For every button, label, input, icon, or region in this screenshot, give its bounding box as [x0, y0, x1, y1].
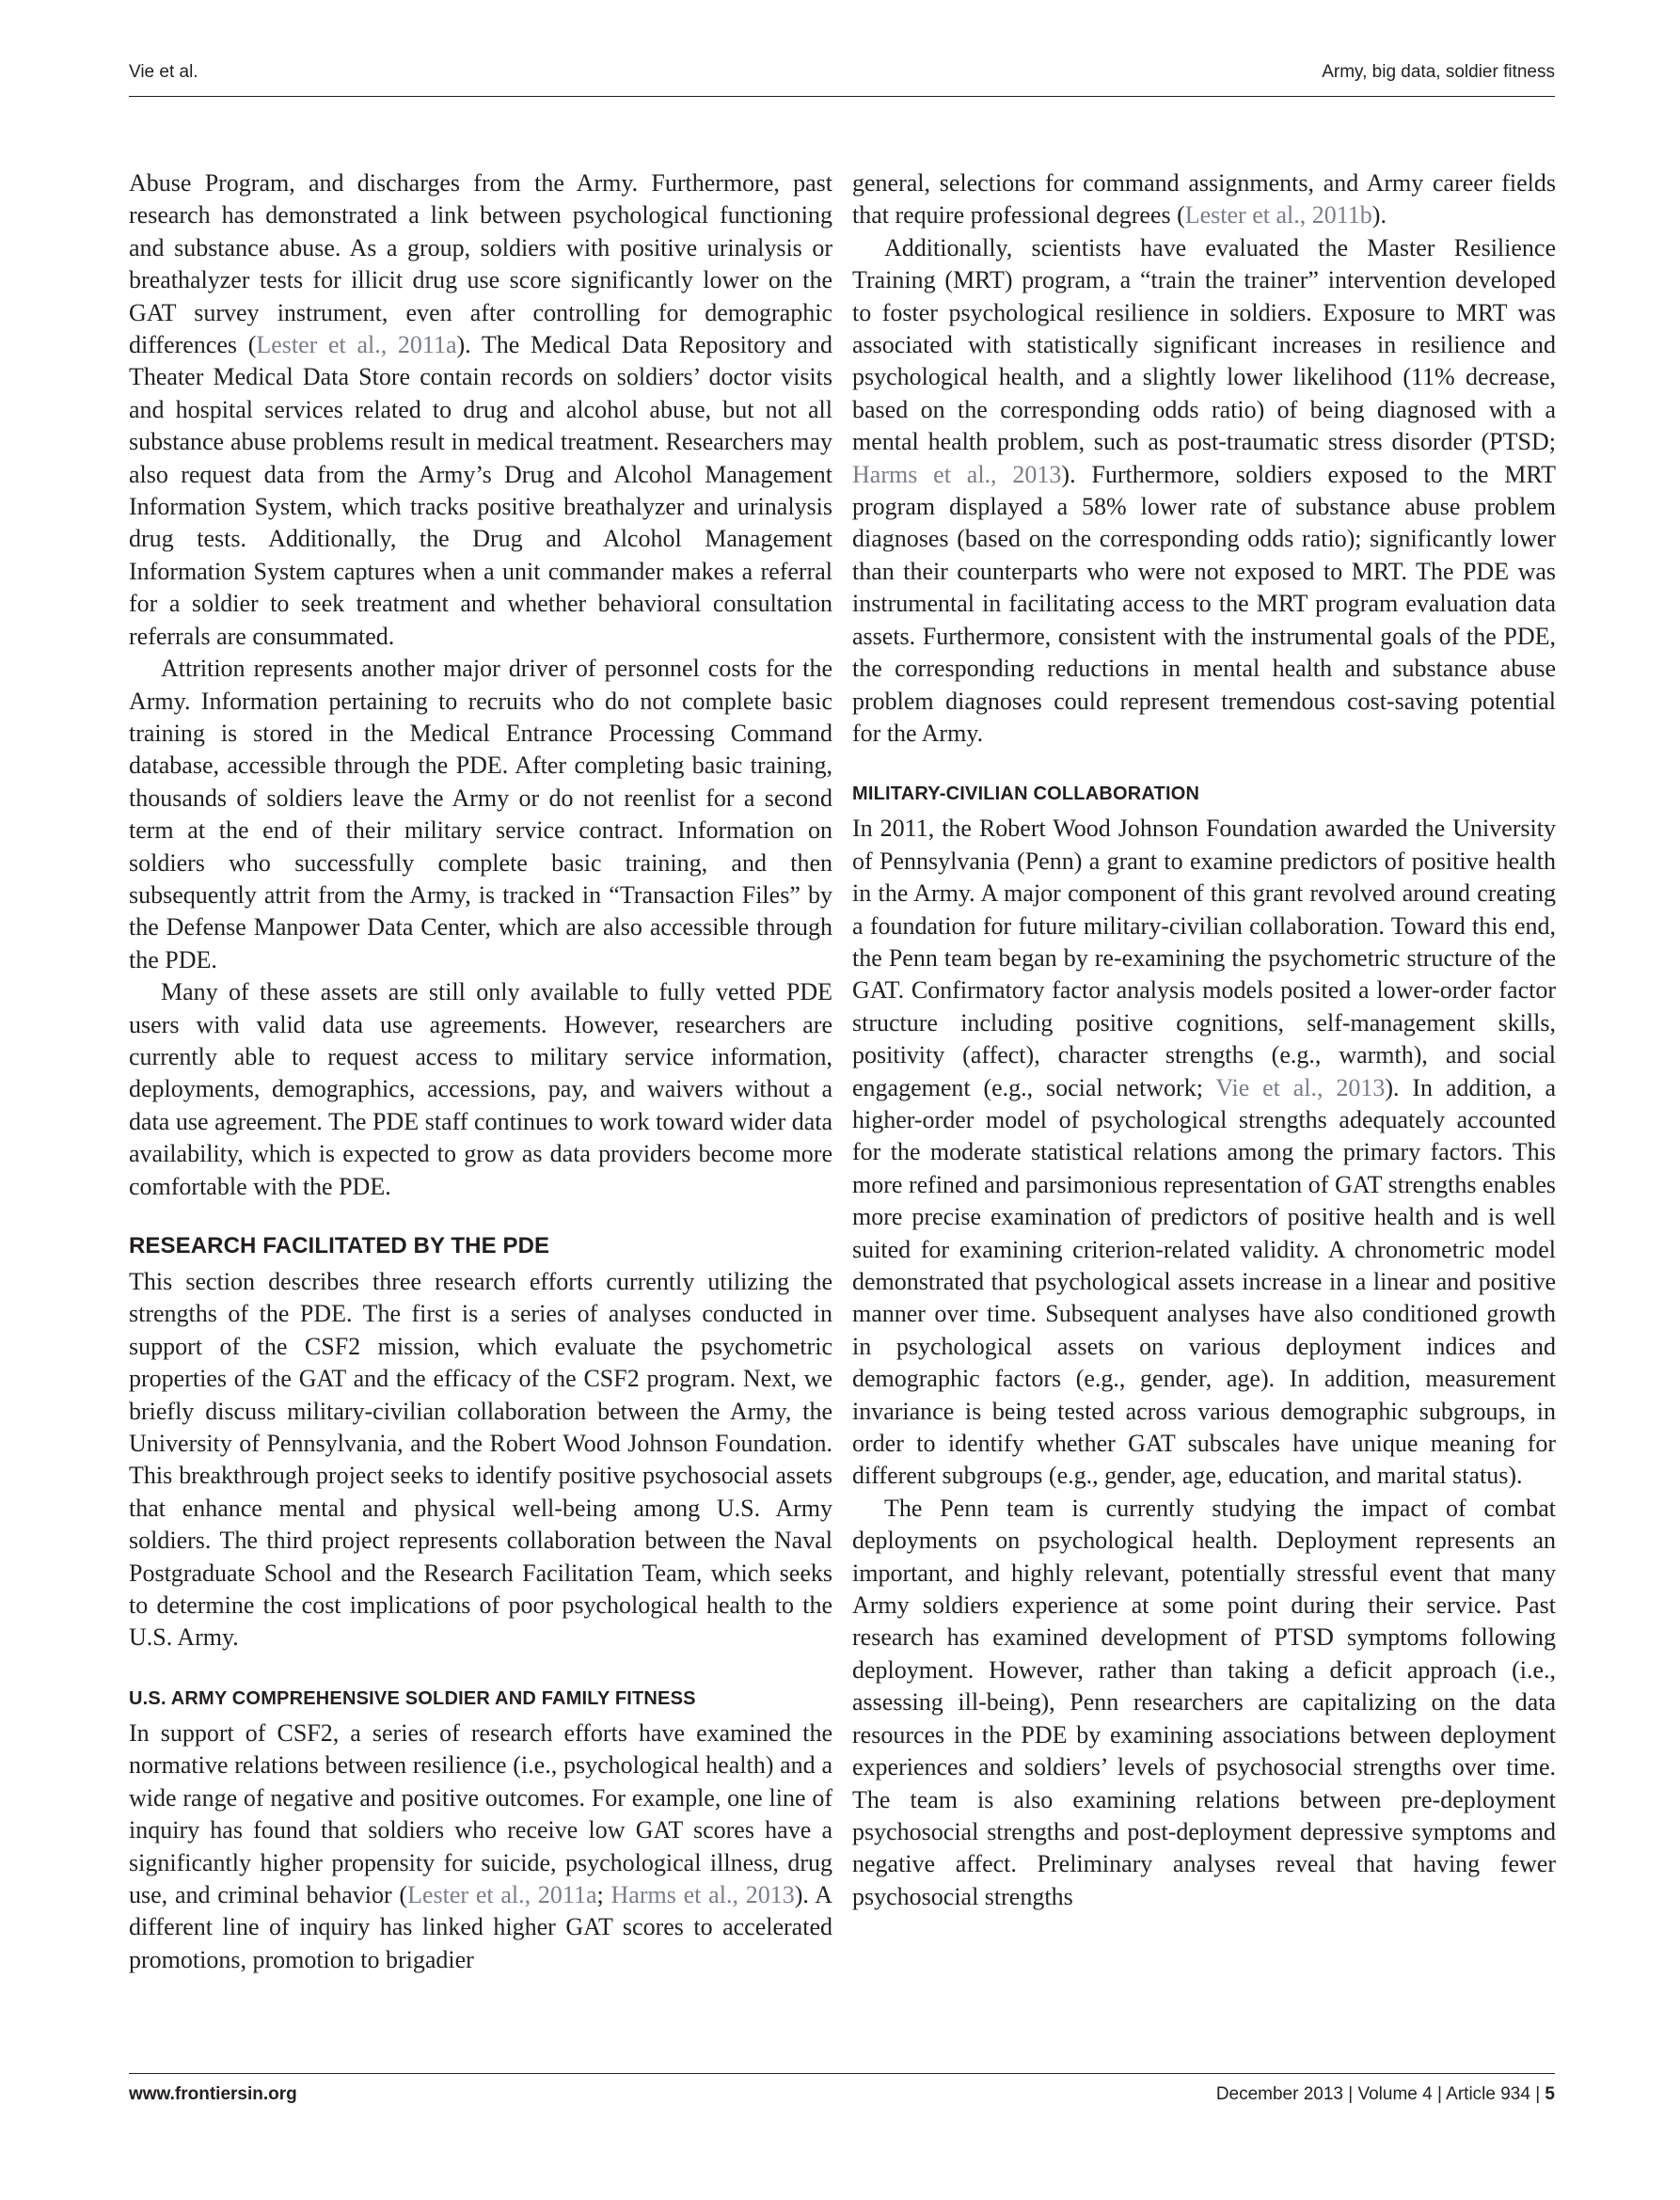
page-footer: [129, 2073, 1555, 2112]
left-column: [129, 167, 832, 1976]
paragraph: The Penn team is currently studying the impact of combat deployments on psychological health. Deployment represents an important, and highly relevant, potentially stressful event that many Army soldiers experience at some point during their service. Past research has examined development of PTSD symptoms following deployment. However, rather than taking a deficit approach (i.e., assessing ill-being), Penn researchers are capitalizing on the data resources in the PDE by examining associations between deployment experiences and soldiers’ levels of psychosocial strengths over time. The team is also examining relations between pre-deployment psychosocial strengths and post-deployment depressive symptoms and negative affect. Preliminary analyses reveal that having fewer psychosocial strengths: [852, 1494, 1556, 1910]
paragraph: Attrition represents another major driver of personnel costs for the Army. Information pertaining to recruits who do not complete basic training is stored in the Medical Entrance Processing Command database, accessible through the PDE. After completing basic training, thousands of soldiers leave the Army or do not reenlist for a second term at the end of their military service contract. Information on soldiers who successfully complete basic training, and then subsequently attrit from the Army, is tracked in “Transaction Files” by the Defense Manpower Data Center, which are also accessible through the PDE.: [129, 655, 832, 973]
subsection-heading: MILITARY-CIVILIAN COLLABORATION: [852, 783, 1200, 805]
citation-link[interactable]: Vie et al., 2013: [1215, 1073, 1386, 1101]
paragraph: Abuse Program, and discharges from the Army. Furthermore, past research has demonstrated a link between psychological functioning and substance abuse. As a group, soldiers with positive urinalysis or breathalyzer tests for illicit drug use score significantly lower on the GAT survey instrument, even after controlling for demographic differences (Lester et al., 2011a). The Medical Data Repository and Theater Medical Data Store contain records on soldiers’ doctor visits and hospital services related to drug and alcohol abuse, but not all substance abuse problems result in medical treatment. Researchers may also request data from the Army’s Drug and Alcohol Management Information System, which tracks positive breathalyzer and urinalysis drug tests. Additionally, the Drug and Alcohol Management Information System captures when a unit commander makes a referral for a soldier to seek treatment and whether behavioral consultation referrals are consummated.: [129, 169, 832, 650]
paragraph: Many of these assets are still only available to fully vetted PDE users with valid data use agreements. However, researchers are currently able to request access to military service information, deployments, demographics, accessions, pay, and waivers without a data use agreement. The PDE staff continues to work toward wider data availability, which is expected to grow as data providers become more comfortable with the PDE.: [129, 978, 832, 1200]
issue-info: December 2013 | Volume 4 | Article 934 | 5: [1215, 2084, 1555, 2104]
paragraph: In 2011, the Robert Wood Johnson Foundation awarded the University of Pennsylvania (Penn) a grant to examine predictors of positive health in the Army. A major component of this grant revolved around creating a foundation for future military-civilian collaboration. Toward this end, the Penn team began by re-examining the psychometric structure of the GAT. Confirmatory factor analysis models posited a lower-order factor structure including positive cognitions, self-management skills, positivity (affect), character strengths (e.g., warmth), and social engagement (e.g., social network; Vie et al., 2013). In addition, a higher-order model of psychological strengths adequately accounted for the moderate statistical relations among the primary factors. This more refined and parsimonious representation of GAT strengths enables more precise examination of predictors of positive health and is well suited for examining criterion-related validity. A chronometric model demonstrated that psychological assets increase in a linear and positive manner over time. Subsequent analyses have also conditioned growth in psychological assets on various deployment indices and demographic factors (e.g., gender, age). In addition, measurement invariance is being tested across various demographic subgroups, in order to identify whether GAT subscales have unique meaning for different subgroups (e.g., gender, age, education, and marital status).: [852, 815, 1556, 1490]
citation-link[interactable]: Lester et al., 2011b: [1184, 201, 1372, 229]
paragraph: general, selections for command assignments, and Army career fields that require professional degrees (Lester et al., 2011b).: [852, 169, 1556, 229]
right-column: [852, 167, 1556, 1913]
header-running-title: Army, big data, soldier fitness: [1322, 62, 1555, 82]
journal-website-link[interactable]: www.frontiersin.org: [129, 2084, 297, 2104]
paragraph: This section describes three research efforts currently utilizing the strengths of the PDE. The first is a series of analyses conducted in support of the CSF2 mission, which evaluate the psychometric properties of the GAT and the efficacy of the CSF2 program. Next, we briefly discuss military-civilian collaboration between the Army, the University of Pennsylvania, and the Robert Wood Johnson Foundation. This breakthrough project seeks to identify positive psychosocial assets that enhance mental and physical well-being among U.S. Army soldiers. The third project represents collaboration between the Naval Postgraduate School and the Research Facilitation Team, which seeks to determine the cost implications of poor psychological health to the U.S. Army.: [129, 1268, 832, 1652]
citation-link[interactable]: Harms et al., 2013: [852, 460, 1062, 488]
paragraph: Additionally, scientists have evaluated the Master Resilience Training (MRT) program, a “train the trainer” intervention developed to foster psychological resilience in soldiers. Exposure to MRT was associated with statistically significant increases in resilience and psychological health, and a slightly lower likelihood (11% decrease, based on the corresponding odds ratio) of being diagnosed with a mental health problem, such as post-traumatic stress disorder (PTSD; Harms et al., 2013). Furthermore, soldiers exposed to the MRT program displayed a 58% lower rate of substance abuse problem diagnoses (based on the corresponding odds ratio); significantly lower than their counterparts who were not exposed to MRT. The PDE was instrumental in facilitating access to the MRT program evaluation data assets. Furthermore, consistent with the instrumental goals of the PDE, the corresponding reductions in mental health and substance abuse problem diagnoses could represent tremendous cost-saving potential for the Army.: [852, 233, 1556, 747]
citation-link[interactable]: Lester et al., 2011a: [407, 1880, 597, 1908]
subsection-heading: U.S. ARMY COMPREHENSIVE SOLDIER AND FAMILY FITNESS: [129, 1687, 696, 1709]
citation-link[interactable]: Harms et al., 2013: [610, 1880, 795, 1908]
paragraph: In support of CSF2, a series of research efforts have examined the normative relations between resilience (i.e., psychological health) and a wide range of negative and positive outcomes. For example, one line of inquiry has found that soldiers who receive low GAT scores have a significantly higher propensity for suicide, psychological illness, drug use, and criminal behavior (Lester et al., 2011a; Harms et al., 2013). A different line of inquiry has linked higher GAT scores to accelerated promotions, promotion to brigadier: [129, 1718, 833, 1973]
page-header: [129, 58, 1555, 97]
section-heading: RESEARCH FACILITATED BY THE PDE: [129, 1233, 550, 1258]
citation-link[interactable]: Lester et al., 2011a: [256, 331, 457, 359]
page-number: 5: [1545, 2084, 1555, 2104]
header-authors: Vie et al.: [129, 62, 198, 82]
